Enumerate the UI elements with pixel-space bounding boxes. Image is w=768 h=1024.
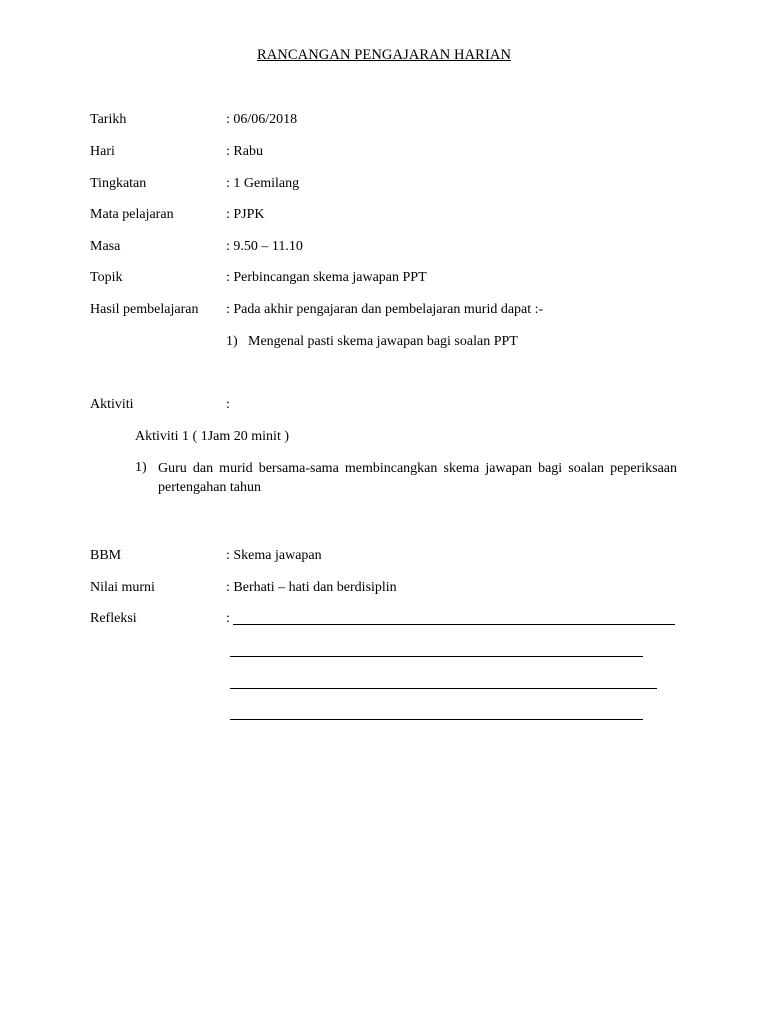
refleksi-colon: : [226,611,230,626]
hasil-item-text: Mengenal pasti skema jawapan bagi soalan PPT [248,334,518,349]
aktiviti-item-text: Guru dan murid bersama-sama membincangkan skema jawapan bagi soalan peperiksaan pertengahan tahun [158,461,677,495]
refleksi-line-4 [230,719,643,720]
topik-label: Topik [90,270,123,285]
hari-label: Hari [90,144,115,159]
aktiviti-item-number: 1) [135,460,147,475]
refleksi-label: Refleksi [90,611,137,626]
tarikh-value: : 06/06/2018 [226,112,298,127]
refleksi-line-2 [230,656,643,657]
mata-pelajaran-label: Mata pelajaran [90,207,174,222]
refleksi-line-1 [233,624,675,625]
topik-value: : Perbincangan skema jawapan PPT [226,270,427,285]
bbm-value: : Skema jawapan [226,548,322,563]
refleksi-line-3 [230,688,657,689]
document-title: RANCANGAN PENGAJARAN HARIAN [256,47,512,63]
nilai-murni-label: Nilai murni [90,580,155,595]
tingkatan-label: Tingkatan [90,176,147,191]
hasil-pembelajaran-label: Hasil pembelajaran [90,302,199,317]
tingkatan-value: : 1 Gemilang [226,176,300,191]
hari-value: : Rabu [226,144,263,159]
hasil-pembelajaran-value: : Pada akhir pengajaran dan pembelajaran murid dapat :- [226,302,544,317]
aktiviti-label: Aktiviti [90,397,134,412]
aktiviti-colon: : [226,397,230,412]
mata-pelajaran-value: : PJPK [226,207,265,222]
masa-label: Masa [90,239,121,254]
tarikh-label: Tarikh [90,112,127,127]
nilai-murni-value: : Berhati – hati dan berdisiplin [226,580,397,595]
aktiviti-heading: Aktiviti 1 ( 1Jam 20 minit ) [135,429,289,444]
masa-value: : 9.50 – 11.10 [226,239,303,254]
hasil-item-number: 1) [226,334,238,349]
bbm-label: BBM [90,548,122,563]
